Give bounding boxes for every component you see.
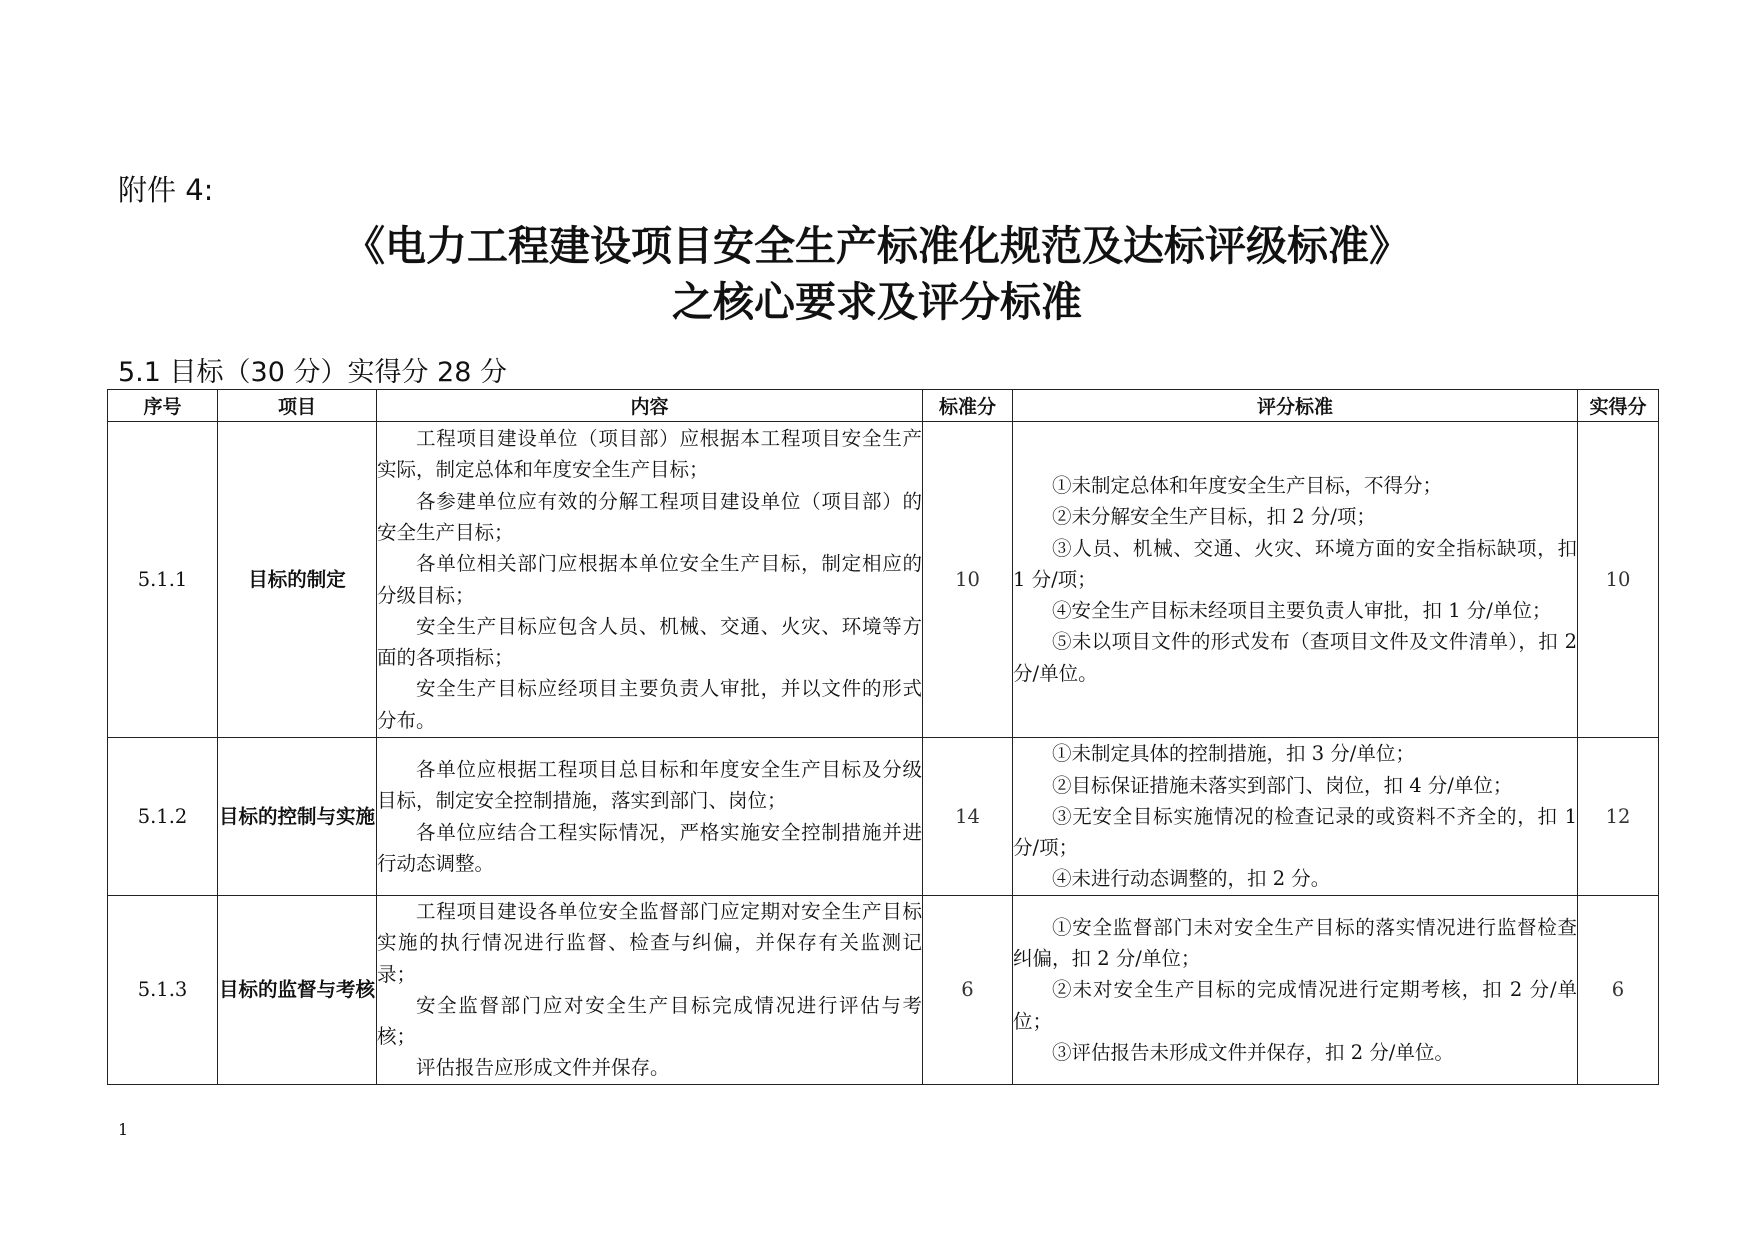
criteria-item: ③无安全目标实施情况的检查记录的或资料不齐全的，扣 1 分/项； <box>1013 804 1577 860</box>
row-content <box>377 738 923 896</box>
row-criteria <box>1013 896 1578 1085</box>
criteria-item: ①安全监督部门未对安全生产目标的落实情况进行监督检查纠偏，扣 2 分/单位； <box>1013 915 1577 970</box>
criteria-item: ②目标保证措施未落实到部门、岗位，扣 4 分/单位； <box>1052 773 1513 797</box>
criteria-item: ①未制定具体的控制措施，扣 3 分/单位； <box>1052 742 1415 766</box>
scoring-table <box>107 389 1659 1085</box>
criteria-item: ④安全生产目标未经项目主要负责人审批，扣 1 分/单位； <box>1052 599 1552 623</box>
content-paragraph: 各参建单位应有效的分解工程项目建设单位（项目部）的安全生产目标； <box>377 489 922 544</box>
row-actual-score: 12 <box>1578 738 1659 896</box>
criteria-item: ③评估报告未形成文件并保存，扣 2 分/单位。 <box>1052 1040 1454 1064</box>
criteria-item: ⑤未以项目文件的形式发布（查项目文件及文件清单），扣 2 分/单位。 <box>1013 630 1577 685</box>
row-content <box>377 896 923 1085</box>
attachment-label: 附件 4: <box>118 173 214 207</box>
table-header-row <box>108 390 1659 422</box>
row-seq: 5.1.3 <box>108 896 218 1085</box>
row-seq: 5.1.1 <box>108 422 218 738</box>
header-actual-score: 实得分 <box>1578 390 1659 422</box>
content-paragraph: 各单位应结合工程实际情况，严格实施安全控制措施并进行动态调整。 <box>377 820 922 875</box>
row-standard-score: 14 <box>923 738 1013 896</box>
table-row <box>108 738 1659 896</box>
header-criteria: 评分标准 <box>1013 390 1578 422</box>
header-standard-score: 标准分 <box>923 390 1013 422</box>
content-paragraph: 评估报告应形成文件并保存。 <box>416 1056 670 1080</box>
document-title-line1: 《电力工程建设项目安全生产标准化规范及达标评级标准》 <box>344 222 1410 270</box>
row-seq: 5.1.2 <box>108 738 218 896</box>
row-item: 目标的控制与实施 <box>218 738 377 896</box>
content-paragraph: 各单位应根据工程项目总目标和年度安全生产目标及分级目标，制定安全控制措施，落实到部门、岗位； <box>377 757 922 813</box>
criteria-item: ③人员、机械、交通、火灾、环境方面的安全指标缺项，扣 1 分/项； <box>1013 536 1577 591</box>
table-row <box>108 422 1659 738</box>
content-paragraph: 安全监督部门应对安全生产目标完成情况进行评估与考核； <box>377 993 922 1049</box>
content-paragraph: 工程项目建设单位（项目部）应根据本工程项目安全生产实际，制定总体和年度安全生产目标； <box>377 427 922 482</box>
section-heading: 5.1 目标（30 分）实得分 28 分 <box>118 357 507 388</box>
content-paragraph: 各单位相关部门应根据本单位安全生产目标，制定相应的分级目标； <box>377 552 922 607</box>
criteria-item: ④未进行动态调整的，扣 2 分。 <box>1052 867 1331 891</box>
row-standard-score: 10 <box>923 422 1013 738</box>
criteria-item: ②未分解安全生产目标，扣 2 分/项； <box>1052 505 1376 529</box>
content-paragraph: 安全生产目标应经项目主要负责人审批，并以文件的形式分布。 <box>377 677 922 732</box>
row-standard-score: 6 <box>923 896 1013 1085</box>
row-content <box>377 422 923 738</box>
row-criteria <box>1013 738 1578 896</box>
document-title-line2: 之核心要求及评分标准 <box>672 278 1082 326</box>
row-item: 目标的制定 <box>218 422 377 738</box>
page-number: 1 <box>118 1120 129 1139</box>
content-paragraph: 安全生产目标应包含人员、机械、交通、火灾、环境等方面的各项指标； <box>377 614 922 670</box>
row-actual-score: 10 <box>1578 422 1659 738</box>
header-item: 项目 <box>218 390 377 422</box>
row-actual-score: 6 <box>1578 896 1659 1085</box>
header-seq: 序号 <box>108 390 218 422</box>
header-content: 内容 <box>377 390 923 422</box>
content-paragraph: 工程项目建设各单位安全监督部门应定期对安全生产目标实施的执行情况进行监督、检查与纠偏，并保存有关监测记录； <box>377 900 922 986</box>
table-row <box>108 896 1659 1085</box>
criteria-item: ①未制定总体和年度安全生产目标，不得分； <box>1052 473 1443 497</box>
row-item: 目标的监督与考核 <box>218 896 377 1085</box>
criteria-item: ②未对安全生产目标的完成情况进行定期考核，扣 2 分/单位； <box>1013 978 1577 1033</box>
row-criteria <box>1013 422 1578 738</box>
